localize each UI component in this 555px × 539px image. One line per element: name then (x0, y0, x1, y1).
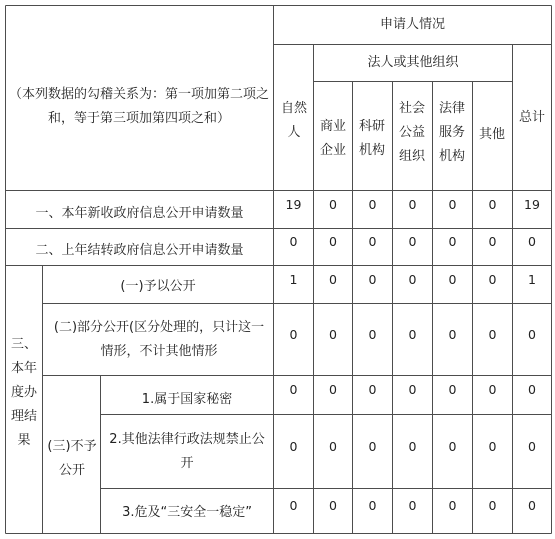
table-cell: 0 (448, 271, 457, 287)
table-cell: 0 (289, 326, 298, 342)
table-cell: 0 (488, 271, 497, 287)
header-business: 商业企业 (319, 119, 346, 158)
table-cell: 0 (488, 234, 497, 249)
table-cell: 0 (408, 234, 417, 249)
table-cell: 0 (448, 196, 457, 212)
table-cell: 0 (488, 382, 497, 397)
table-cell: 0 (368, 382, 377, 397)
table-cell: 0 (289, 498, 298, 513)
row-label-results: 三、本年度办理结果 (10, 337, 37, 448)
row-label-state-secret: 1.属于国家秘密 (141, 392, 233, 407)
table-cell: 0 (329, 382, 337, 397)
row-label-other-law: 2.其他法律行政法规禁止公开 (109, 432, 265, 471)
header-natural-person: 自然人 (280, 101, 307, 140)
table-cell: 0 (368, 438, 377, 454)
table-cell: 0 (329, 196, 337, 212)
table-cell: 0 (289, 438, 298, 454)
table-cell: 0 (528, 382, 536, 397)
table-cell: 0 (329, 271, 337, 287)
table-cell: 0 (528, 498, 536, 513)
table-cell: 0 (528, 326, 536, 342)
table-cell: 0 (408, 382, 417, 397)
table-cell: 0 (329, 326, 337, 342)
row-label-carryover: 二、上年结转政府信息公开申请数量 (35, 243, 244, 258)
table-cell: 0 (368, 326, 377, 342)
table-cell: 0 (448, 498, 457, 513)
table-cell: 0 (368, 498, 377, 513)
table-cell: 0 (488, 438, 497, 454)
table-cell: 0 (408, 438, 417, 454)
table-cell: 19 (524, 196, 540, 212)
header-social-welfare: 社会公益组织 (398, 101, 425, 164)
table-cell: 0 (408, 326, 417, 342)
header-total: 总计 (518, 109, 545, 125)
table-cell: 0 (488, 196, 497, 212)
table-cell: 0 (488, 326, 497, 342)
header-other: 其他 (478, 127, 505, 142)
table-cell: 0 (448, 438, 457, 454)
header-research: 科研机构 (358, 119, 385, 158)
table-cell: 0 (408, 196, 417, 212)
row-label-three-security: 3.危及“三安全一稳定” (122, 505, 252, 520)
table-cell: 0 (289, 382, 298, 397)
table-cell: 1 (289, 271, 298, 287)
table-cell: 0 (329, 234, 337, 249)
table-cell: 0 (448, 382, 457, 397)
table-cell: 0 (528, 438, 536, 454)
table-cell: 0 (448, 326, 457, 342)
table-cell: 0 (368, 234, 377, 249)
table-cell: 19 (285, 196, 302, 212)
row-label-partial: (二)部分公开(区分处理的，只计这一情形，不计其他情形 (53, 320, 265, 359)
table-cell: 1 (528, 271, 536, 287)
header-legal-service: 法律服务机构 (438, 101, 465, 164)
table-cell: 0 (528, 234, 536, 249)
row-label-not-disclosed: (三)不予公开 (47, 439, 97, 478)
row-label-new: 一、本年新收政府信息公开申请数量 (35, 205, 244, 221)
table-cell: 0 (329, 498, 337, 513)
row-label-disclosed: (一)予以公开 (120, 278, 196, 294)
table-cell: 0 (368, 271, 377, 287)
header-applicant: 申请人情况 (379, 17, 445, 32)
table-cell: 0 (408, 498, 417, 513)
table-cell: 0 (329, 438, 337, 454)
header-legal-org: 法人或其他组织 (367, 55, 459, 70)
table-cell: 0 (448, 234, 457, 249)
table-cell: 0 (289, 234, 298, 249)
table-cell: 0 (488, 498, 497, 513)
table-note: （本列数据的勾稽关系为：第一项加第二项之和，等于第三项加第四项之和） (8, 87, 269, 126)
table-cell: 0 (408, 271, 417, 287)
table-cell: 0 (368, 196, 377, 212)
